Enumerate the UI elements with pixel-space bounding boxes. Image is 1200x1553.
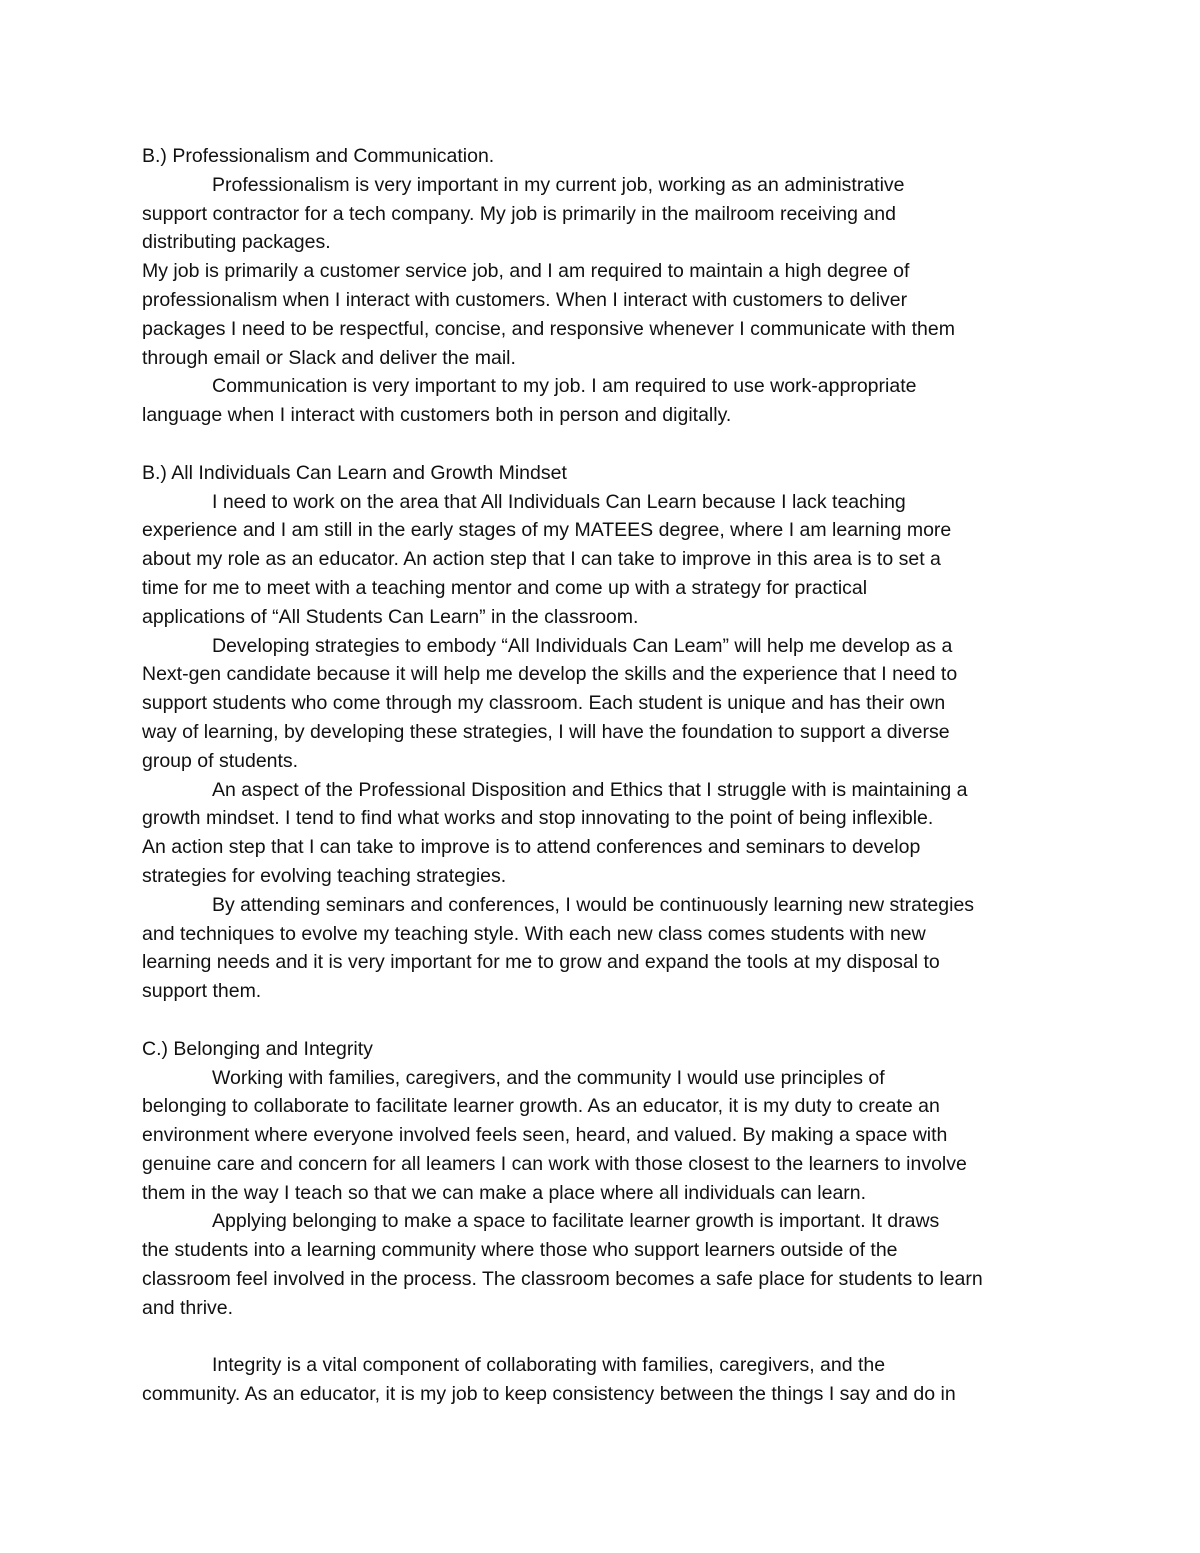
blank-line (142, 1323, 1062, 1352)
text-line: community. As an educator, it is my job to keep consistency between the things I say and do in (142, 1383, 956, 1406)
text-line: language when I interact with customers both in person and digitally. (142, 404, 732, 427)
text-line: strategies for evolving teaching strategies. (142, 864, 507, 887)
blank-line (142, 1006, 1062, 1035)
text-line: support students who come through my classroom. Each student is unique and has their own (142, 692, 946, 715)
paragraph-first-line: Working with families, caregivers, and the community I would use principles of (212, 1066, 885, 1089)
paragraph-first-line: Integrity is a vital component of collaborating with families, caregivers, and the (212, 1354, 886, 1377)
text-line: and techniques to evolve my teaching style. With each new class comes students with new (142, 922, 926, 945)
text-line: C.) Belonging and Integrity (142, 1037, 373, 1060)
text-line: group of students. (142, 749, 299, 772)
text-line: and thrive. (142, 1296, 234, 1319)
paragraph-first-line: By attending seminars and conferences, I would be continuously learning new strategies (212, 893, 975, 916)
document-body (142, 142, 1062, 1409)
paragraph-first-line: An aspect of the Professional Disposition and Ethics that I struggle with is maintaining a (212, 778, 968, 801)
text-line: learning needs and it is very important for me to grow and expand the tools at my disposal to (142, 951, 940, 974)
paragraph-first-line: I need to work on the area that All Individuals Can Learn because I lack teaching (212, 490, 906, 513)
blank-line (142, 430, 1062, 459)
text-line: through email or Slack and deliver the mail. (142, 346, 516, 369)
paragraph-first-line: Applying belonging to make a space to facilitate learner growth is important. It draws (212, 1210, 940, 1233)
paragraph-first-line: Professionalism is very important in my current job, working as an administrative (212, 173, 905, 196)
text-line: An action step that I can take to improve is to attend conferences and seminars to develop (142, 836, 921, 859)
paragraph-first-line: Developing strategies to embody “All Individuals Can Leam” will help me develop as a (212, 634, 953, 657)
text-line: packages I need to be respectful, concise, and responsive whenever I communicate with them (142, 317, 955, 340)
text-line: distributing packages. (142, 231, 331, 254)
text-line: environment where everyone involved feels seen, heard, and valued. By making a space with (142, 1124, 948, 1147)
paragraph-first-line: Communication is very important to my job. I am required to use work-appropriate (212, 375, 917, 398)
text-line: classroom feel involved in the process. The classroom becomes a safe place for students to learn (142, 1268, 983, 1291)
text-line: time for me to meet with a teaching mentor and come up with a strategy for practical (142, 576, 868, 599)
text-line: B.) All Individuals Can Learn and Growth Mindset (142, 461, 567, 484)
text-line: My job is primarily a customer service job, and I am required to maintain a high degree of (142, 260, 910, 283)
text-line: about my role as an educator. An action step that I can take to improve in this area is to set a (142, 548, 941, 571)
text-line: professionalism when I interact with customers. When I interact with customers to deliver (142, 288, 908, 311)
text-line: genuine care and concern for all leamers I can work with those closest to the learners to involve (142, 1152, 967, 1175)
text-line: the students into a learning community where those who support learners outside of the (142, 1239, 898, 1262)
text-line: applications of “All Students Can Learn” in the classroom. (142, 605, 639, 628)
text-line: growth mindset. I tend to find what works and stop innovating to the point of being inflexible. (142, 807, 934, 830)
text-line: belonging to collaborate to facilitate learner growth. As an educator, it is my duty to create an (142, 1095, 940, 1118)
text-line: experience and I am still in the early stages of my MATEES degree, where I am learning more (142, 519, 952, 542)
text-line: Next-gen candidate because it will help me develop the skills and the experience that I need to (142, 663, 958, 686)
text-line: support them. (142, 980, 262, 1003)
text-line: way of learning, by developing these strategies, I will have the foundation to support a diverse (142, 720, 950, 743)
text-line: B.) Professionalism and Communication. (142, 145, 495, 167)
text-line: support contractor for a tech company. My job is primarily in the mailroom receiving and (142, 202, 896, 225)
text-line: them in the way I teach so that we can make a place where all individuals can learn. (142, 1181, 867, 1204)
